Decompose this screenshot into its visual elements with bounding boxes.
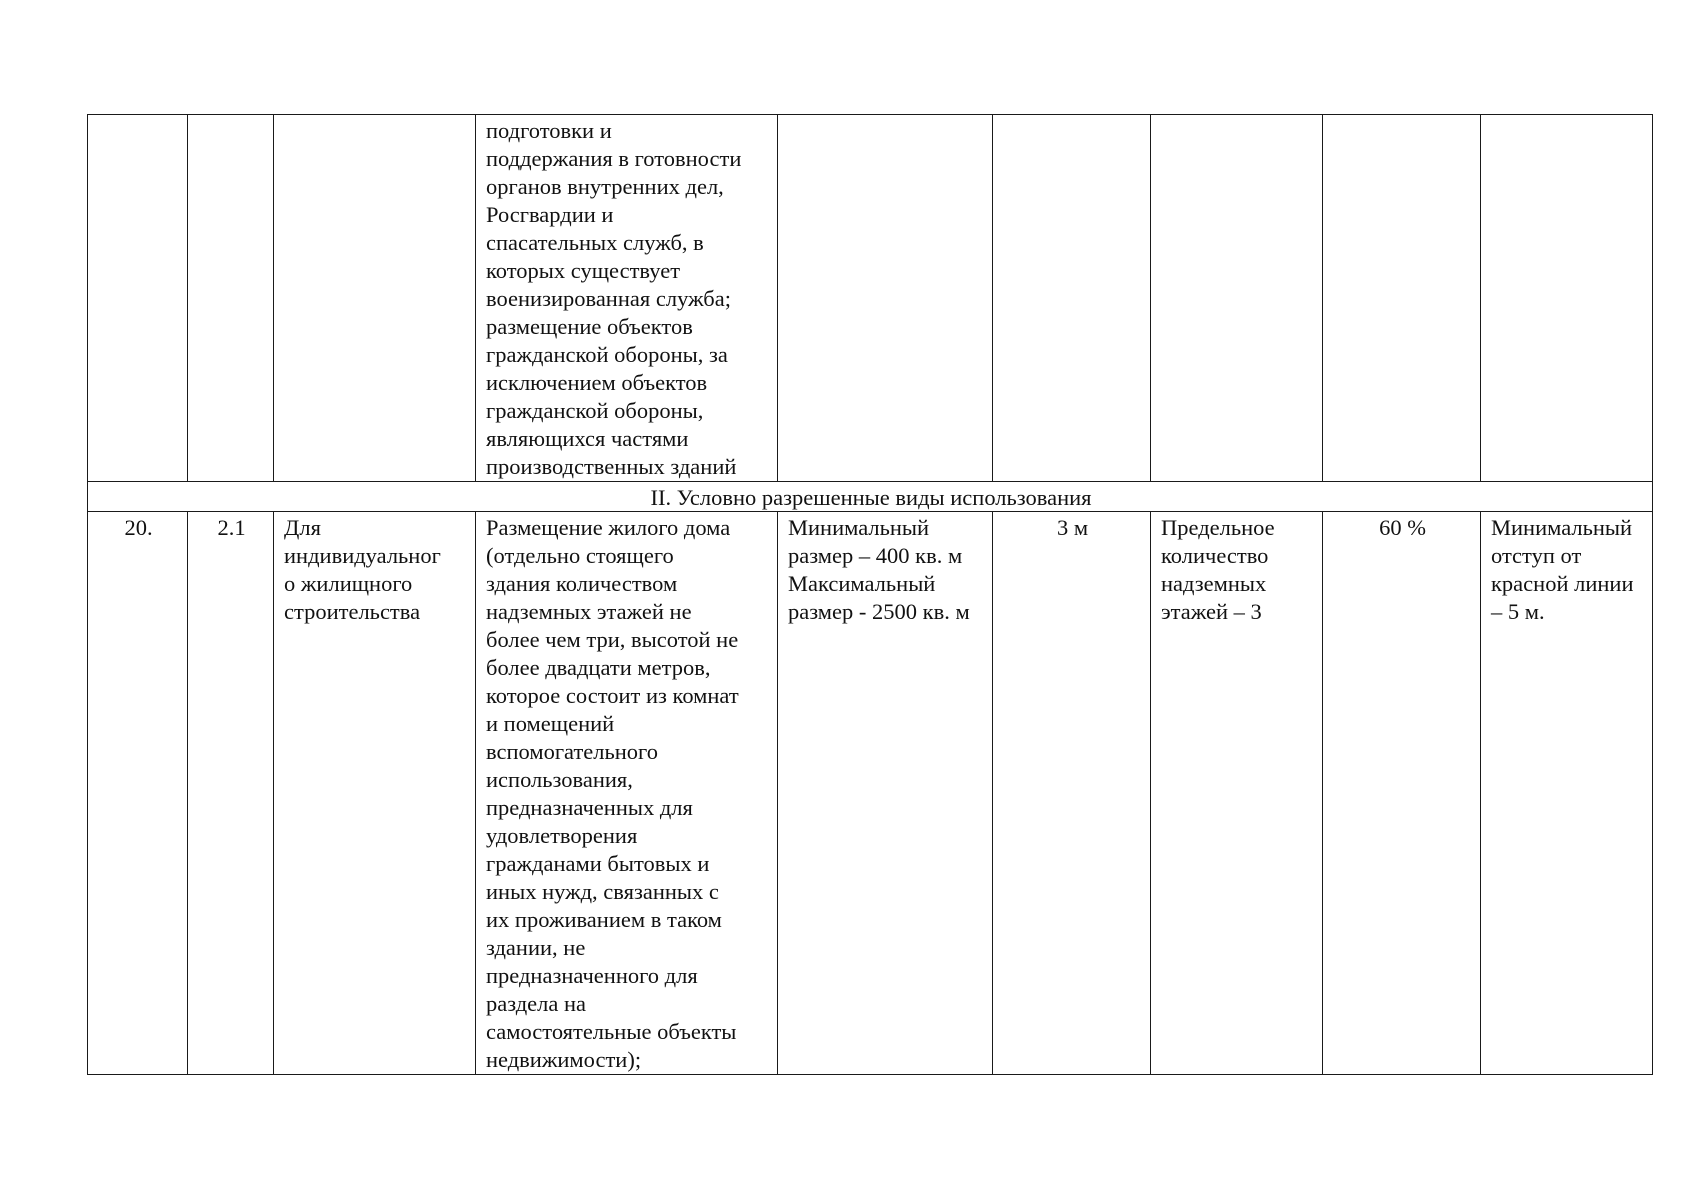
cell-code: 2.1 <box>188 512 274 1075</box>
section-header-row <box>88 482 1653 512</box>
cell-setback: 3 м <box>993 512 1151 1075</box>
cell-number: 20. <box>88 512 188 1075</box>
zoning-regulations-table <box>87 114 1653 1075</box>
cell-setback <box>993 115 1151 482</box>
cell-coverage <box>1323 115 1481 482</box>
cell-other-limits: Минимальный отступ от красной линии – 5 м. <box>1481 512 1653 1075</box>
section-header: II. Условно разрешенные виды использования <box>88 482 1653 512</box>
cell-floors <box>1151 115 1323 482</box>
table-row-continued <box>88 115 1653 482</box>
cell-plot-size <box>778 115 993 482</box>
cell-code <box>188 115 274 482</box>
cell-use-description: Размещение жилого дома (отдельно стоящего здания количеством надземных этажей не более чем три, высотой не более двадцати метров, которое состоит из комнат и помещений вспомогательного использования, предназначенных для удовлетворения гражданами бытовых и иных нужд, связанных с их проживанием в таком здании, не предназначенного для раздела на самостоятельные объекты недвижимости); <box>476 512 778 1075</box>
cell-number <box>88 115 188 482</box>
cell-use-name <box>274 115 476 482</box>
cell-coverage: 60 % <box>1323 512 1481 1075</box>
cell-use-description: подготовки и поддержания в готовности органов внутренних дел, Росгвардии и спасательных служб, в которых существует военизированная служба; размещение объектов гражданской обороны, за исключением объектов гражданской обороны, являющихся частями производственных зданий <box>476 115 778 482</box>
table-row-20 <box>88 512 1653 1075</box>
cell-floors: Предельное количество надземных этажей – 3 <box>1151 512 1323 1075</box>
cell-plot-size: Минимальный размер – 400 кв. м Максимальный размер - 2500 кв. м <box>778 512 993 1075</box>
cell-other-limits <box>1481 115 1653 482</box>
cell-use-name: Для индивидуальног о жилищного строительства <box>274 512 476 1075</box>
